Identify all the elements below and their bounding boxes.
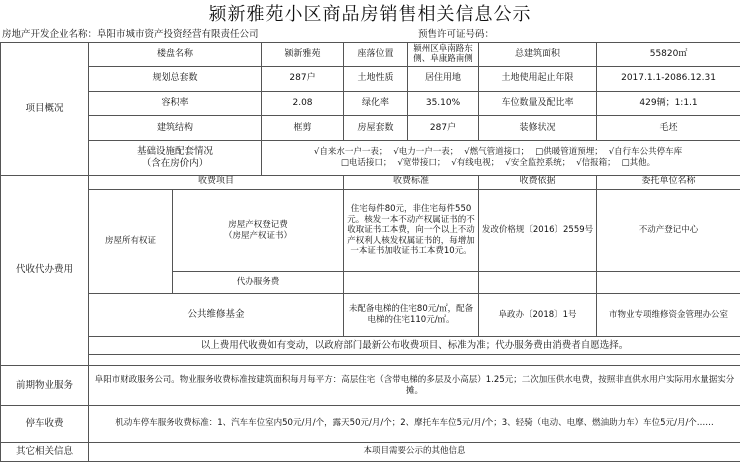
- value-land-term: 2017.1.1-2086.12.31: [597, 66, 740, 91]
- facility-item: √自来水一户一表；: [313, 147, 388, 158]
- fee-basis-agency-service: [479, 272, 597, 294]
- fee-basis-registration: 发改价格规〔2016〕2559号: [479, 189, 597, 272]
- presale-permit-label: 预售许可证号码：: [418, 29, 495, 40]
- section-parking: 停车收费: [1, 405, 89, 442]
- label-unit-count: 房屋套数: [344, 116, 408, 141]
- label-green-ratio: 绿化率: [344, 91, 408, 116]
- label-parking-ratio: 车位数量及配比率: [479, 91, 597, 116]
- value-total-area: 55820㎡: [597, 43, 740, 67]
- header-fee-standard: 收费标准: [344, 175, 479, 189]
- label-decoration: 装修状况: [479, 116, 597, 141]
- section-other-info: 其它相关信息: [1, 442, 89, 462]
- label-location: 座落位置: [344, 43, 408, 67]
- other-info-text: 本项目需要公示的其他信息: [89, 442, 740, 462]
- value-project-name: 颍新雅苑: [262, 43, 344, 67]
- fee-standard-maintenance-fund: 未配备电梯的住宅80元/㎡，配备电梯的住宅110元/㎡。: [344, 294, 479, 337]
- fee-unit-maintenance-fund: 市物业专项维修资金管理办公室: [597, 294, 740, 337]
- value-unit-count: 287户: [408, 116, 479, 141]
- label-planned-units: 规划总套数: [89, 66, 262, 91]
- fee-basis-maintenance-fund: 阜政办〔2018〕1号: [479, 294, 597, 337]
- fee-unit-agency-service: [597, 272, 740, 294]
- facility-item: √有线电视；: [451, 157, 500, 168]
- facility-item: √电力一户一表；: [393, 147, 459, 158]
- fee-standard-registration: 住宅每件80元，非住宅每件550元。核发一本不动产权属证书的不收取证书工本费，向一个以上不动产权利人核发权属证书的，每增加一本证书加收证书工本费10元。: [344, 189, 479, 272]
- fee-blank-row: [89, 355, 740, 366]
- disclosure-table: [0, 42, 740, 462]
- header-fee-item: 收费项目: [89, 175, 344, 189]
- section-project-overview: 项目概况: [1, 43, 89, 176]
- fee-unit-registration: 不动产登记中心: [597, 189, 740, 272]
- header-entrusted-unit: 委托单位名称: [597, 175, 740, 189]
- value-planned-units: 287户: [262, 66, 344, 91]
- facility-item: √自行车公共停车库: [608, 147, 683, 158]
- fee-item-agency-service: 代办服务费: [173, 272, 344, 294]
- label-land-term: 土地使用起止年限: [479, 66, 597, 91]
- fee-note: 以上费用代收费如有变动，以政府部门最新公布收费项目、标准为准；代办服务费由消费者自愿选择。: [89, 337, 740, 355]
- value-land-nature: 居住用地: [408, 66, 479, 91]
- property-service-text: 阜阳市财政服务公司。物业服务收费标准按建筑面积每月每平方：高层住宅（含带电梯的多层及小高层）1.25元；二次加压供水电费，按照非直供水用户实际用水量据实分摊。: [89, 366, 740, 406]
- value-plot-ratio: 2.08: [262, 91, 344, 116]
- page-title: 颍新雅苑小区商品房销售相关信息公示: [208, 4, 532, 25]
- facility-item: □其他。: [621, 157, 656, 168]
- facility-item: √信报箱；: [576, 157, 616, 168]
- header-fee-basis: 收费依据: [479, 175, 597, 189]
- developer-name: 房地产开发企业名称：阜阳市城市资产投资经营有限责任公司: [2, 29, 259, 40]
- facility-item: √燃气管道接口；: [464, 147, 530, 158]
- fee-group-property-certificate: 房屋所有权证: [89, 189, 173, 293]
- label-project-name: 楼盘名称: [89, 43, 262, 67]
- section-agency-fees: 代收代办费用: [1, 175, 89, 365]
- facility-item: √宽带接口；: [397, 157, 446, 168]
- value-green-ratio: 35.10%: [408, 91, 479, 116]
- label-facilities: 基础设施配套情况 （含在房价内）: [89, 141, 262, 175]
- facility-item: □供暖管道预埋；: [535, 147, 603, 158]
- facilities-list: [262, 141, 740, 175]
- facility-item: □电话接口；: [340, 157, 392, 168]
- fee-item-maintenance-fund: 公共维修基金: [89, 294, 344, 337]
- value-structure: 框剪: [262, 116, 344, 141]
- value-location: 颍州区阜南路东侧、阜康路南侧: [408, 43, 479, 67]
- label-structure: 建筑结构: [89, 116, 262, 141]
- section-property-service: 前期物业服务: [1, 366, 89, 406]
- facility-item: √安全监控系统；: [505, 157, 571, 168]
- label-plot-ratio: 容积率: [89, 91, 262, 116]
- parking-text: 机动车停车服务收费标准：1、汽车车位室内50元/月/个，露天50元/月/个；2、摩托车车位5元/月/个；3、轻骑（电动、电摩、燃油助力车）车位5元/月/个……: [89, 405, 740, 442]
- fee-standard-agency-service: [344, 272, 479, 294]
- fee-item-registration: 房屋产权登记费 （房屋产权证书）: [173, 189, 344, 272]
- value-decoration: 毛坯: [597, 116, 740, 141]
- label-total-area: 总建筑面积: [479, 43, 597, 67]
- value-parking-ratio: 429辆；1:1.1: [597, 91, 740, 116]
- label-land-nature: 土地性质: [344, 66, 408, 91]
